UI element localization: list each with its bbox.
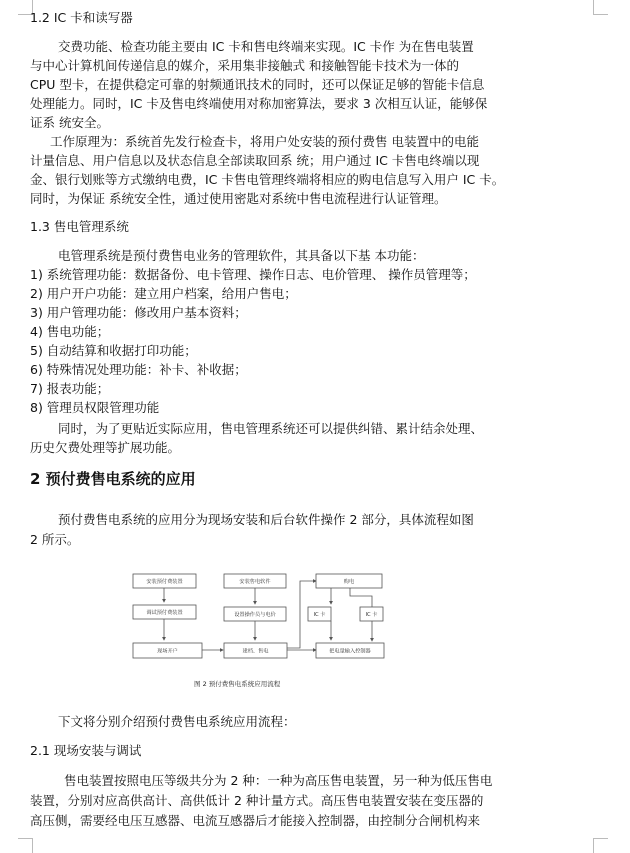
box-build-sell bbox=[224, 643, 287, 658]
figure-2-flowchart bbox=[128, 568, 390, 696]
paragraph-line: 金、银行划账等方式缴纳电费，IC 卡售电管理终端将相应的购电信息写入用户 IC 卡。 bbox=[30, 172, 505, 187]
list-item: 6) 特殊情况处理功能：补卡、补收据； bbox=[30, 362, 247, 377]
box-purchase bbox=[316, 574, 382, 588]
section-heading-2-1: 2.1 现场安装与调试 bbox=[30, 743, 142, 758]
box-set-operator bbox=[224, 607, 286, 621]
box-meter-input bbox=[316, 643, 384, 658]
paragraph-line: 高压侧，需要经电压互感器、电流互感器后才能接入控制器，由控制分合闸机构来 bbox=[30, 813, 481, 828]
paragraph-line: 同时，为保证 系统安全性，通过使用密匙对系统中售电流程进行认证管理。 bbox=[30, 191, 447, 206]
paragraph-line: 装置，分别对应高供高计、高供低计 2 种计量方式。高压售电装置安装在变压器的 bbox=[30, 793, 484, 808]
box-site-open bbox=[133, 643, 202, 658]
box-install-software bbox=[224, 574, 286, 588]
paragraph-line: 2 所示。 bbox=[30, 532, 80, 547]
crop-mark-bottom-right bbox=[593, 838, 608, 853]
paragraph-line: 计量信息、用户信息以及状态信息全部读取回系 统；用户通过 IC 卡售电终端以现 bbox=[30, 153, 480, 168]
box-label: 调试预付费装置 bbox=[146, 610, 183, 616]
box-label: 安装售电软件 bbox=[239, 579, 271, 585]
box-ic-card-1 bbox=[308, 607, 331, 621]
box-label: IC 卡 bbox=[365, 612, 378, 618]
box-label: 设置操作员与电价 bbox=[234, 612, 276, 618]
box-debug-device bbox=[133, 605, 196, 619]
paragraph-line: 证系 统安全。 bbox=[30, 115, 109, 130]
crop-mark-top-right bbox=[593, 0, 608, 15]
figure-caption: 图 2 预付费售电系统应用流程 bbox=[194, 680, 281, 688]
box-label: 把电量输入控制器 bbox=[329, 648, 371, 655]
section-heading-1-2: 1.2 IC 卡和读写器 bbox=[30, 10, 133, 25]
box-ic-card-2 bbox=[360, 607, 383, 621]
paragraph-line: 处理能力。同时，IC 卡及售电终端使用对称加密算法，要求 3 次相互认证，能够保 bbox=[30, 96, 488, 111]
list-item: 4) 售电功能； bbox=[30, 324, 110, 339]
paragraph-line: 工作原理为：系统首先发行检查卡，将用户处安装的预付费售 电装置中的电能 bbox=[50, 134, 479, 149]
paragraph-line: 售电装置按照电压等级共分为 2 种：一种为高压售电装置，另一种为低压售电 bbox=[64, 773, 493, 788]
list-item: 3) 用户管理功能：修改用户基本资料； bbox=[30, 305, 247, 320]
box-label: 现场开户 bbox=[157, 648, 178, 655]
paragraph-line: 历史欠费处理等扩展功能。 bbox=[30, 440, 181, 455]
paragraph-line: 交费功能、检查功能主要由 IC 卡和售电终端来实现。IC 卡作 为在售电装置 bbox=[58, 39, 474, 54]
list-item: 2) 用户开户功能：建立用户档案，给用户售电； bbox=[30, 286, 297, 301]
paragraph-line: 预付费售电系统的应用分为现场安装和后台软件操作 2 部分，具体流程如图 bbox=[58, 512, 474, 527]
list-item: 1) 系统管理功能：数据备份、电卡管理、操作日志、电价管理、 操作员管理等； bbox=[30, 267, 476, 282]
box-install-device bbox=[133, 574, 196, 588]
box-label: 建档、售电 bbox=[242, 648, 269, 655]
paragraph-line: 与中心计算机间传递信息的媒介，采用集非接触式 和接触智能卡技术为一体的 bbox=[30, 58, 459, 73]
section-heading-1-3: 1.3 售电管理系统 bbox=[30, 219, 129, 234]
list-item: 5) 自动结算和收据打印功能； bbox=[30, 343, 197, 358]
paragraph-line: CPU 型卡，在提供稳定可靠的射频通讯技术的同时，还可以保证足够的智能卡信息 bbox=[30, 77, 485, 92]
crop-mark-bottom-left bbox=[18, 838, 33, 853]
box-label: IC 卡 bbox=[313, 612, 326, 618]
paragraph-line: 下文将分别介绍预付费售电系统应用流程： bbox=[58, 714, 296, 729]
box-label: 购电 bbox=[343, 579, 355, 585]
box-label: 安装预付费装置 bbox=[146, 579, 183, 585]
paragraph-line: 电管理系统是预付费售电业务的管理软件，其具备以下基 本功能： bbox=[58, 248, 425, 263]
list-item: 7) 报表功能； bbox=[30, 381, 110, 396]
section-heading-2: 2 预付费售电系统的应用 bbox=[30, 470, 196, 488]
paragraph-line: 同时，为了更贴近实际应用，售电管理系统还可以提供纠错、累计结余处理、 bbox=[58, 421, 484, 436]
list-item: 8) 管理员权限管理功能 bbox=[30, 400, 160, 415]
